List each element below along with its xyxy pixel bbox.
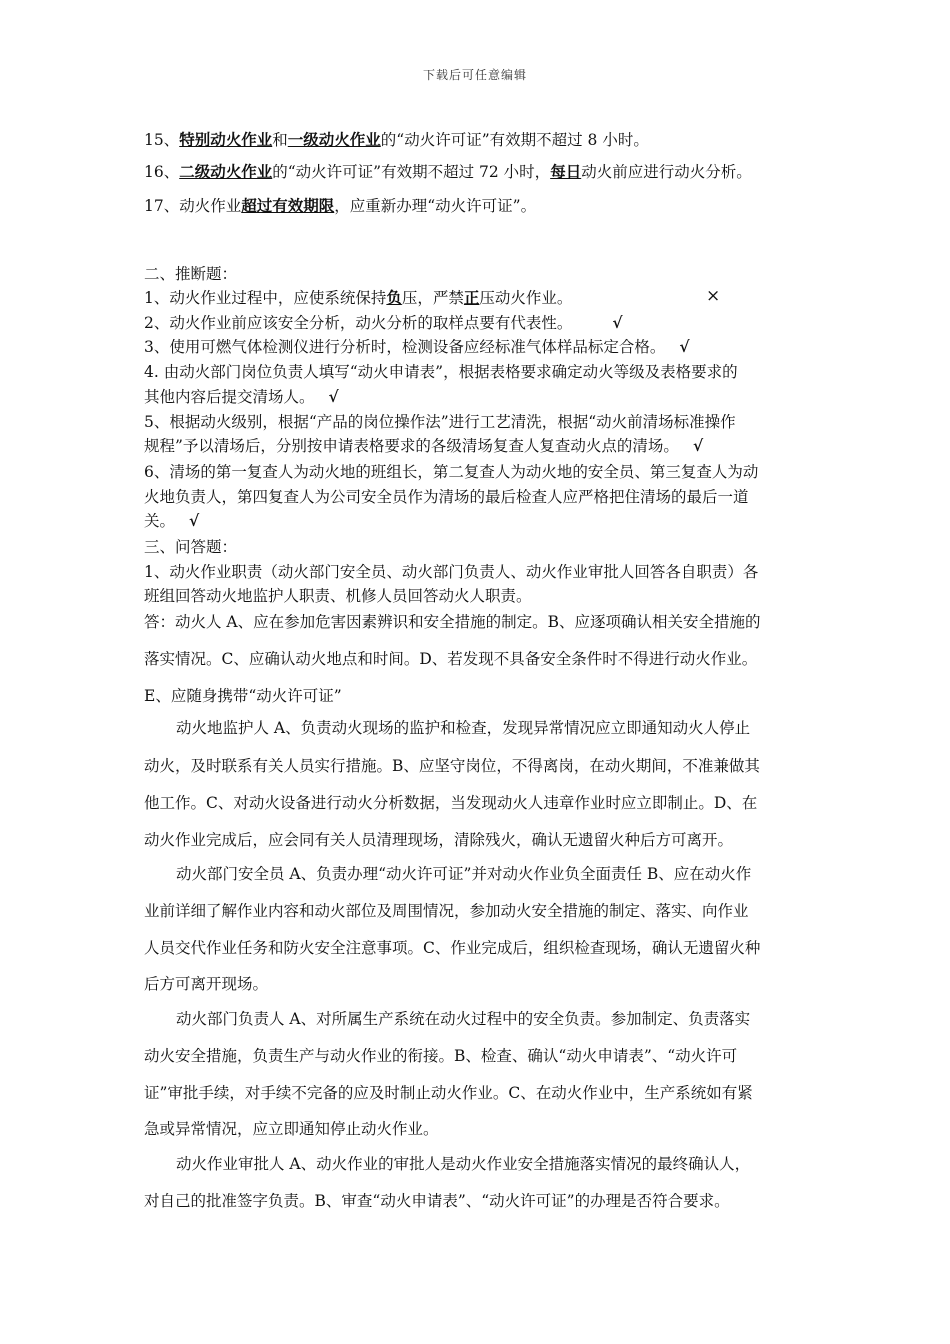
dept-leader-line-3: 证”审批手续，对手续不完备的应及时制止动火作业。C、在动火作业中，生产系统如有紧	[144, 1084, 753, 1102]
question-1-line-1: 1、动火作业职责（动火部门安全员、动火部门负责人、动火作业审批人回答各自职责）各	[144, 563, 759, 581]
item-17: 17、动火作业超过有效期限，应重新办理“动火许可证”。	[144, 196, 537, 215]
cross-mark-icon: ×	[706, 286, 721, 306]
judgment-2: 2、动火作业前应该安全分析，动火分析的取样点要有代表性。 √	[144, 313, 623, 332]
underlined-term: 负	[386, 288, 402, 307]
dept-leader-line-2: 动火安全措施，负责生产与动火作业的衔接。B、检查、确认“动火申请表”、“动火许可	[144, 1047, 738, 1065]
judgment-4-line-1: 4. 由动火部门岗位负责人填写“动火申请表”，根据表格要求确定动火等级及表格要求的	[144, 363, 738, 381]
answer-line-3: E、应随身携带“动火许可证”	[144, 687, 342, 705]
question-1-line-2: 班组回答动火地监护人职责、机修人员回答动火人职责。	[144, 587, 532, 605]
judgment-6-line-2: 火地负责人，第四复查人为公司安全员作为清场的最后检查人应严格把住清场的最后一道	[144, 488, 749, 506]
safety-officer-line-1: 动火部门安全员 A、负责办理“动火许可证”并对动火作业负全面责任 B、应在动火作	[176, 865, 752, 883]
underlined-term: 一级动火作业	[287, 130, 381, 149]
guardian-line-3: 他工作。C、对动火设备进行动火分析数据，当发现动火人违章作业时应立即制止。D、在	[144, 794, 758, 812]
answer-line-1: 答：动火人 A、应在参加危害因素辨识和安全措施的制定。B、应逐项确认相关安全措施的	[144, 613, 761, 631]
judgment-1: 1、动火作业过程中，应使系统保持负压，严禁正压动火作业。	[144, 288, 573, 307]
section-title-judgment: 二、推断题：	[144, 265, 238, 283]
underlined-term: 每日	[550, 162, 582, 181]
safety-officer-line-3: 人员交代作业任务和防火安全注意事项。C、作业完成后，组织检查现场，确认无遗留火种	[144, 939, 761, 957]
check-mark-icon: √	[328, 387, 339, 406]
section-title-qa: 三、问答题：	[144, 538, 238, 556]
safety-officer-line-4: 后方可离开现场。	[144, 975, 269, 993]
judgment-5-line-2: 规程”予以清场后，分别按申请表格要求的各级清场复查人复查动火点的清场。 √	[144, 436, 704, 455]
guardian-line-1: 动火地监护人 A、负责动火现场的监护和检查，发现异常情况应立即通知动火人停止	[176, 719, 751, 737]
safety-officer-line-2: 业前详细了解作业内容和动火部位及周围情况，参加动火安全措施的制定、落实、向作业	[144, 902, 749, 920]
approver-line-1: 动火作业审批人 A、动火作业的审批人是动火作业安全措施落实情况的最终确认人，	[176, 1155, 751, 1173]
judgment-3: 3、使用可燃气体检测仪进行分析时，检测设备应经标准气体样品标定合格。 √	[144, 337, 690, 356]
guardian-line-2: 动火，及时联系有关人员实行措施。B、应坚守岗位，不得离岗，在动火期间，不准兼做其	[144, 757, 760, 775]
guardian-line-4: 动火作业完成后，应会同有关人员清理现场，清除残火，确认无遗留火种后方可离开。	[144, 831, 734, 849]
page-header: 下载后可任意编辑	[422, 68, 527, 82]
judgment-5-line-1: 5、根据动火级别，根据“产品的岗位操作法”进行工艺清洗，根据“动火前清场标准操作	[144, 413, 736, 431]
dept-leader-line-1: 动火部门负责人 A、对所属生产系统在动火过程中的安全负责。参加制定、负责落实	[176, 1010, 751, 1028]
check-mark-icon: √	[692, 436, 704, 455]
judgment-4-line-2: 其他内容后提交清场人。 √	[144, 387, 339, 406]
check-mark-icon: √	[612, 313, 623, 332]
check-mark-icon: √	[679, 337, 690, 356]
underlined-term: 特别动火作业	[179, 130, 273, 149]
underlined-term: 二级动火作业	[179, 162, 273, 181]
check-mark-icon: √	[189, 511, 200, 530]
answer-line-2: 落实情况。C、应确认动火地点和时间。D、若发现不具备安全条件时不得进行动火作业。	[144, 650, 758, 668]
underlined-term: 正	[463, 288, 480, 307]
judgment-6-line-1: 6、清场的第一复查人为动火地的班组长，第二复查人为动火地的安全员、第三复查人为动	[144, 463, 759, 481]
item-15: 15、特别动火作业和一级动火作业的“动火许可证”有效期不超过 8 小时。	[144, 130, 649, 149]
item-16: 16、二级动火作业的“动火许可证”有效期不超过 72 小时，每日动火前应进行动火分析。	[144, 162, 752, 181]
underlined-term: 超过有效期限	[241, 196, 335, 215]
dept-leader-line-4: 急或异常情况，应立即通知停止动火作业。	[144, 1120, 439, 1138]
approver-line-2: 对自己的批准签字负责。B、审查“动火申请表”、“动火许可证”的办理是否符合要求。	[144, 1192, 730, 1210]
judgment-6-line-3: 关。 √	[144, 511, 200, 530]
